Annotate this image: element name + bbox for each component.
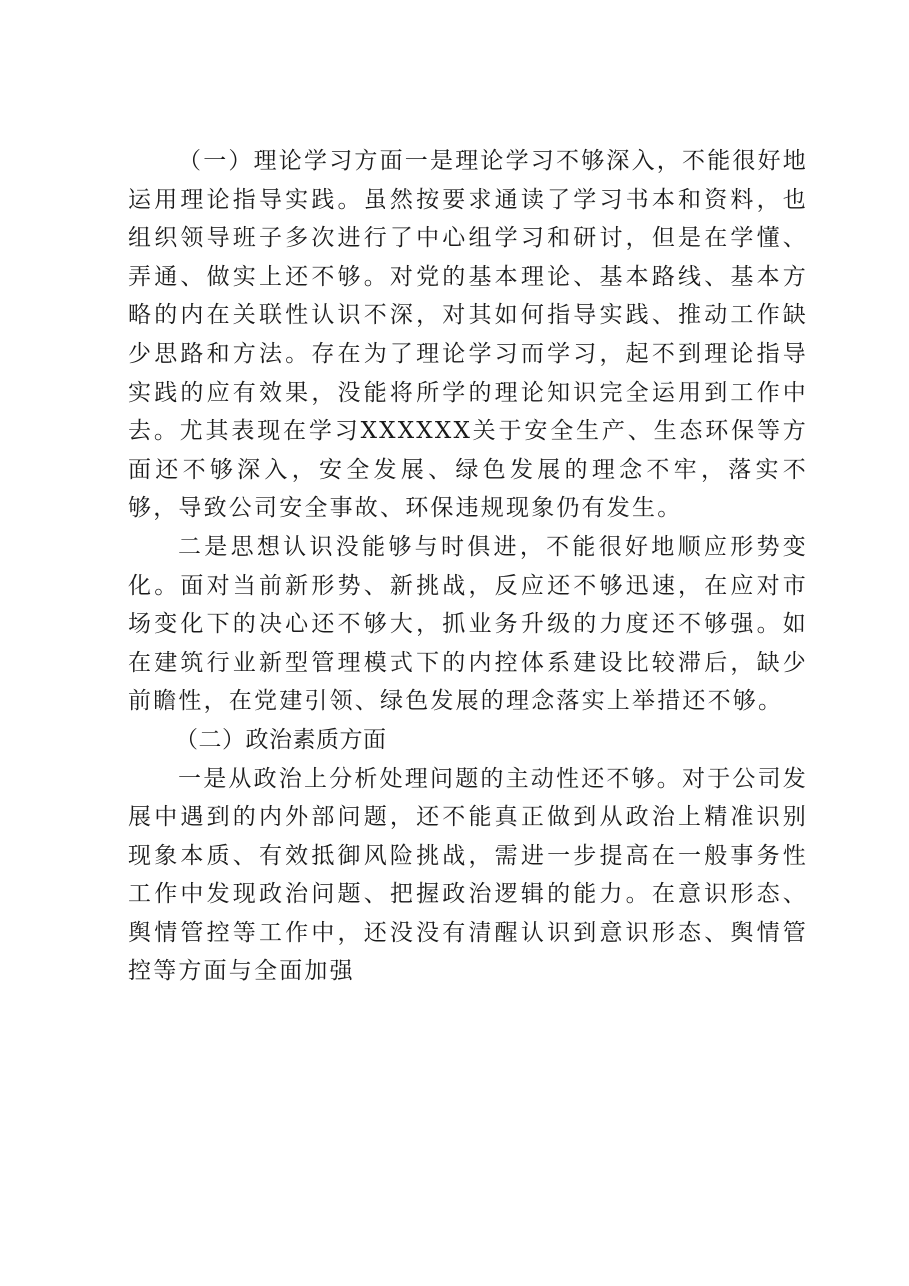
- paragraph-political-quality-1: 一是从政治上分析处理问题的主动性还不够。对于公司发展中遇到的内外部问题，还不能真正做到从政治上精准识别现象本质、有效抵御风险挑战，需进一步提高在一般事务性工作中发现政治问题、把握政治逻辑的能力。在意识形态、舆情管控等工作中，还没没有清醒认识到意识形态、舆情管控等方面与全面加强: [128, 765, 808, 985]
- paragraph-theory-study-2: 二是思想认识没能够与时俱进，不能很好地顺应形势变化。面对当前新形势、新挑战，反应还不够迅速，在应对市场变化下的决心还不够大，抓业务升级的力度还不够强。如在建筑行业新型管理模式下的内控体系建设比较滞后，缺少前瞻性，在党建引领、绿色发展的理念落实上举措还不够。: [128, 533, 808, 715]
- paragraph-theory-study-1: （一）理论学习方面一是理论学习不够深入，不能很好地运用理论指导实践。虽然按要求通读了学习书本和资料，也组织领导班子多次进行了中心组学习和研讨，但是在学懂、弄通、做实上还不够。对党的基本理论、基本路线、基本方略的内在关联性认识不深，对其如何指导实践、推动工作缺少思路和方法。存在为了理论学习而学习，起不到理论指导实践的应有效果，没能将所学的理论知识完全运用到工作中去。尤其表现在学习XXXXXX关于安全生产、生态环保等方面还不够深入，安全发展、绿色发展的理念不牢，落实不够，导致公司安全事故、环保违规现象仍有发生。: [128, 148, 808, 522]
- section-heading-political-quality: （二）政治素质方面: [175, 726, 387, 753]
- document-body: [128, 142, 808, 991]
